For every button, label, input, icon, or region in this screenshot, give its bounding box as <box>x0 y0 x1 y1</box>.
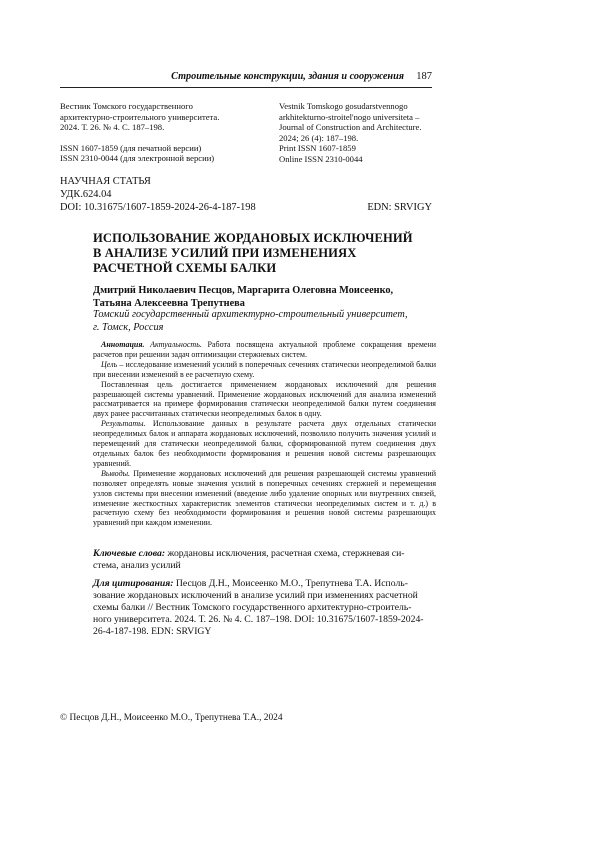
article-type: НАУЧНАЯ СТАТЬЯ <box>60 176 151 187</box>
article-title <box>93 231 423 277</box>
affiliation-line: Томский государственный архитектурно-строительный университет, <box>93 309 408 320</box>
affiliation-line: г. Томск, Россия <box>93 322 164 333</box>
keywords <box>93 548 436 572</box>
abstract <box>93 340 436 528</box>
goal-text: – исследование изменений усилий в поперечных сечениях статически неопределимой балки при внесении изменений в ее расчетную схему. <box>93 359 436 379</box>
relevance-label: Актуальность. <box>150 340 202 349</box>
affiliation <box>93 308 438 334</box>
abstract-results <box>93 419 436 469</box>
issn-online-ru: ISSN 2310-0044 (для электронной версии) <box>60 153 215 164</box>
goal-label: Цель <box>101 359 118 369</box>
title-line: В АНАЛИЗЕ УСИЛИЙ ПРИ ИЗМЕНЕНИЯХ <box>93 246 357 261</box>
keywords-line: жордановы исключения, расчетная схема, стержневая си- <box>165 548 405 559</box>
conclusions-text: Применение жордановых исключений для решения разрешающей системы уравнений позволяет определять новые значения усилий в поперечных сечениях стержней и перемещения узлов системы при внесении изменений (введение либо удаление опорных или внутренних связей, изменение жесткостных характеристик элементов статически неопределимых систем и т. д.) в расчетную схему без необходимости формирования и решения новой системы разрешающих уравнений при каждом изменении. <box>93 468 436 528</box>
citation-line: 26-4-187-198. EDN: SRVIGY <box>93 626 212 637</box>
journal-en-line: Vestnik Tomskogo gosudarstvennogo <box>279 101 408 111</box>
issn-online-en: Online ISSN 2310-0044 <box>279 153 363 164</box>
issn-print-ru: ISSN 1607-1859 (для печатной версии) <box>60 142 202 153</box>
abstract-methods <box>93 380 436 420</box>
journal-ru-line: Вестник Томского государственного <box>60 101 193 111</box>
keywords-label: Ключевые слова: <box>93 548 166 559</box>
authors <box>93 284 438 310</box>
journal-ru-line: 2024. Т. 26. № 4. С. 187–198. <box>60 122 165 133</box>
page-number: 187 <box>416 71 432 82</box>
article-meta <box>60 175 432 214</box>
title-line: РАСЧЕТНОЙ СХЕМЫ БАЛКИ <box>93 261 277 276</box>
running-header <box>60 71 432 88</box>
keywords-line: стема, анализ усилий <box>93 560 181 571</box>
running-title: Строительные конструкции, здания и сооружения <box>171 71 404 82</box>
methods-text: Поставленная цель достигается применением жордановых исключений для решения разрешающей системы уравнений. Применение жордановых исключений для анализа изменений рассматривается на примере формирования статически неопределимой балки путем соединения двух ранее рассчитанных статически неопределимых балок в одну. <box>93 379 436 419</box>
conclusions-label: Выводы. <box>101 468 131 478</box>
journal-info-ru <box>60 101 260 164</box>
journal-ru-line: архитектурно-строительного университета. <box>60 111 220 122</box>
authors-line: Татьяна Алексеевна Трепутнева <box>93 298 245 309</box>
results-label: Результаты. <box>101 419 146 429</box>
abstract-label: Аннотация. <box>101 340 145 349</box>
results-text: Использование данных в результате расчета двух отдельных статически неопределимых балок и аппарата жордановых исключений, позволило получить значения усилий и перемещений для статически неопределимой балки, сформированной путем соединения двух отдельных балок без необходимости формирования и решения новой системы разрешающих уравнений. <box>93 419 437 468</box>
issn-print-en: Print ISSN 1607-1859 <box>279 143 356 154</box>
udk-code: УДК.624.04 <box>60 189 112 200</box>
citation <box>93 578 436 638</box>
journal-en-line: arkhitekturno-stroitel'nogo universiteta – <box>279 111 420 122</box>
journal-info-en <box>279 101 439 165</box>
relevance-text: Работа посвящена актуальной проблеме сокращения времени расчетов при решении задач оптимизации стержневых систем. <box>93 340 437 359</box>
journal-en-line: 2024; 26 (4): 187–198. <box>279 132 359 143</box>
copyright-notice: © Песцов Д.Н., Моисеенко М.О., Трепутнева Т.А., 2024 <box>60 713 283 723</box>
citation-line: зование жордановых исключений в анализе усилий при изменениях расчетной <box>93 590 418 601</box>
abstract-goal <box>93 360 436 380</box>
doi-link[interactable]: DOI: 10.31675/1607-1859-2024-26-4-187-198 <box>60 202 256 213</box>
citation-label: Для цитирования: <box>93 578 174 589</box>
authors-line: Дмитрий Николаевич Песцов, Маргарита Олеговна Моисеенко, <box>93 285 394 296</box>
citation-line: схемы балки // Вестник Томского государственного архитектурно-строитель- <box>93 602 412 613</box>
journal-en-line: Journal of Construction and Architecture. <box>279 122 422 133</box>
citation-line: Песцов Д.Н., Моисеенко М.О., Трепутнева Т.А. Исполь- <box>173 578 408 589</box>
abstract-relevance <box>93 340 436 360</box>
edn-code: EDN: SRVIGY <box>367 202 432 213</box>
title-line: ИСПОЛЬЗОВАНИЕ ЖОРДАНОВЫХ ИСКЛЮЧЕНИЙ <box>93 231 413 245</box>
abstract-conclusions <box>93 469 436 528</box>
citation-line: ного университета. 2024. Т. 26. № 4. С. 187–198. DOI: 10.31675/1607-1859-2024- <box>93 614 424 625</box>
